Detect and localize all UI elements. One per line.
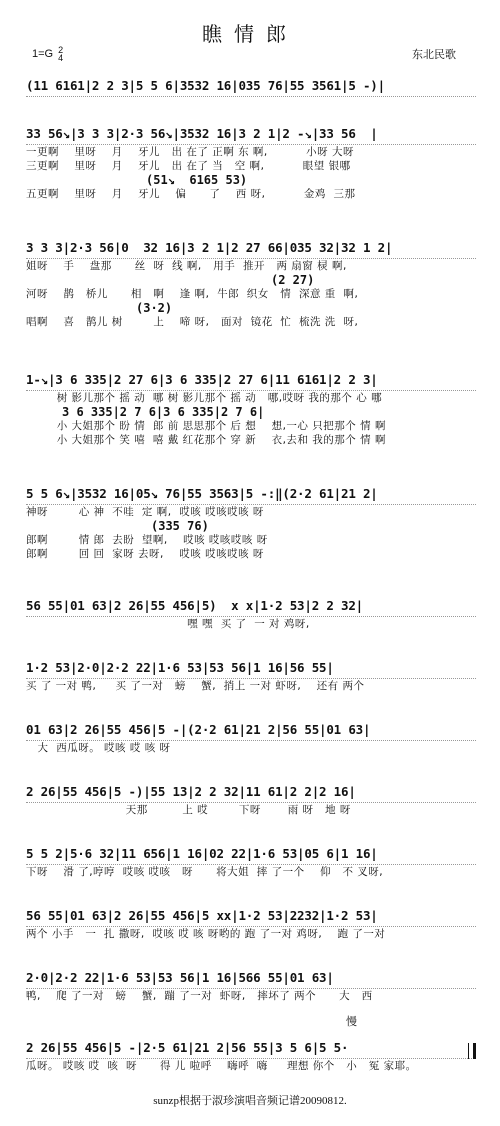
lyric-line: 五更啊 里呀 月 牙儿 偏 了 西 呀, 金鸡 三那 [26,188,356,200]
notes-line: 2 26|55 456|5 -)|55 13|2 2 32|11 61|2 2|2 16| [26,784,476,803]
lyric-line: 嘿 嘿 买 了 一 对 鸡呀, [26,618,310,630]
score-row-7 [26,722,476,755]
score-row-11 [26,970,476,1003]
lyric-line: 郎啊 回 回 家呀 去呀, 哎咳 哎咳哎咳 呀 [26,548,264,560]
lyric-line: 下呀 滑 了,哼哼 哎咳 哎咳 呀 将大姐 摔 了一个 仰 不 叉呀, [26,866,384,878]
score-row-12 [26,1040,476,1073]
lyric-line: 唱啊 喜 鹊儿 树 上 啼 呀, 面对 镜花 忙 梳洗 洗 呀, [26,316,359,328]
notes-line: (11 6161|2 2 3|5 5 6|3532 16|035 76|55 3561|5 -)| [26,78,476,97]
score-row-4 [26,486,476,561]
lyric-line: 大 西瓜呀。 哎咳 哎 咳 呀 [26,742,171,754]
time-signature [58,46,63,62]
notes-line: 3 3 3|2·3 56|0 32 16|3 2 1|2 27 66|035 32|32 1 2| [26,240,476,259]
lyric-line: 郎啊 情 郎 去盼 望啊, 哎咳 哎咳哎咳 呀 [26,534,268,546]
key-text: 1=G [32,47,54,60]
notes-line: 56 55|01 63|2 26|55 456|5 xx|1·2 53|2232|1·2 53| [26,908,476,927]
notes-line: 01 63|2 26|55 456|5 -|(2·2 61|21 2|56 55|01 63| [26,722,476,741]
lyric-line: 天那 上 哎 下呀 雨 呀 地 呀 [26,804,351,816]
lyric-line: 鸭, 爬 了一对 螃 蟹, 蹦 了一对 虾呀, 摔坏了 两个 大 西 [26,990,373,1002]
key-signature [32,46,63,62]
notes-line: 56 55|01 63|2 26|55 456|5) x x|1·2 53|2 2 32| [26,598,476,617]
score-row-10 [26,908,476,941]
lyric-line: 一更啊 里呀 月 牙儿 出 在了 正啊 东 啊, 小呀 大呀 [26,146,354,158]
score-row-0 [26,78,476,97]
tempo-mark: 慢 [346,1015,357,1028]
alt-notes: 3 6 335|2 7 6|3 6 335|2 7 6| [62,405,265,419]
time-bottom: 4 [58,53,64,63]
lyric-line: 小 大姐那个 笑 嘻 嘻 戴 红花那个 穿 新 衣,去和 我的那个 情 啊 [26,434,386,446]
lyric-line: 小 大姐那个 盼 情 郎 前 思思那个 后 想 想,一心 只把那个 情 啊 [26,420,386,432]
notes-line: 2·0|2·2 22|1·6 53|53 56|1 16|566 55|01 63| [26,970,476,989]
score-row-9 [26,846,476,879]
alt-notes: (51↘ 6165 53) [146,173,248,187]
final-barline [468,1043,476,1059]
score-row-8 [26,784,476,817]
lyric-line: 买 了 一对 鸭, 买 了一对 螃 蟹, 捎上 一对 虾呀, 还有 两个 [26,680,365,692]
notes-line: 2 26|55 456|5 -|2·5 61|21 2|56 55|3 5 6|5 5· [26,1040,476,1059]
score-row-5 [26,598,476,631]
lyric-line: 两个 小手 一 扎 撒呀, 哎咳 哎 咳 呀哟的 跑 了一对 鸡呀, 跑 了一对 [26,928,386,940]
alt-notes: (335 76) [151,519,209,533]
transcription-credit: sunzp根据于淑珍演唱音频记谱20090812. [153,1095,347,1107]
score-row-1 [26,126,476,201]
lyric-line: 三更啊 里呀 月 牙儿 出 在了 当 空 啊, 眼望 银哪 [26,160,351,172]
lyric-line: 瓜呀。 哎咳 哎 咳 呀 得 儿 啦呼 嗨呼 嗨 理想 你个 小 冤 家耶。 [26,1060,417,1072]
time-top: 2 [58,45,64,55]
alt-notes: (3·2) [136,301,173,315]
notes-line: 1-↘|3 6 335|2 27 6|3 6 335|2 27 6|11 6161|2 2 3| [26,372,476,391]
score-row-6 [26,660,476,693]
score-row-2 [26,240,476,329]
genre-credit: 东北民歌 [412,48,456,61]
score-row-3 [26,372,476,447]
notes-line: 33 56↘|3 3 3|2·3 56↘|3532 16|3 2 1|2 -↘|33 56 | [26,126,476,145]
lyric-line: 姐呀 手 盘那 丝 呀 线 啊, 用手 推开 两 扇窗 棂 啊, [26,260,347,272]
lyric-line: 树 影儿那个 摇 动 哪 树 影儿那个 摇 动 哪,哎呀 我的那个 心 哪 [26,392,383,404]
notes-line: 5 5 2|5·6 32|11 656|1 16|02 22|1·6 53|05 6|1 16| [26,846,476,865]
notes-line: 5 5 6↘|3532 16|05↘ 76|55 3563|5 -:‖(2·2 61|21 2| [26,486,476,505]
lyric-line: 神呀 心 神 不哇 定 啊, 哎咳 哎咳哎咳 呀 [26,506,264,518]
lyric-line: 河呀 鹊 桥儿 相 啊 逢 啊, 牛郎 织女 情 深意 重 啊, [26,288,359,300]
notes-line: 1·2 53|2·0|2·2 22|1·6 53|53 56|1 16|56 55| [26,660,476,679]
song-title: 瞧情郎 [202,22,298,46]
alt-notes: (2 27) [271,273,315,287]
